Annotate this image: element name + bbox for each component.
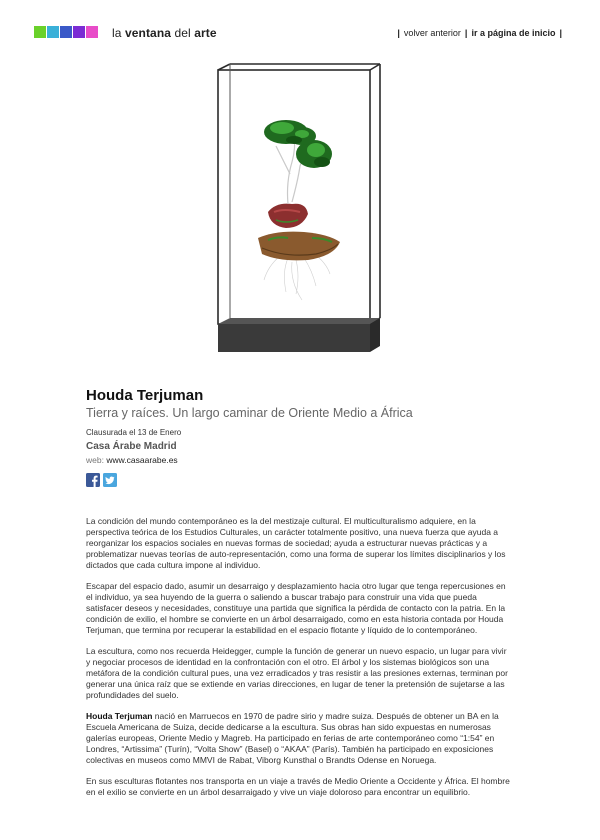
logo-mid: del [174, 26, 191, 40]
artwork-image [216, 62, 384, 354]
web-label: web: [86, 455, 104, 465]
venue-web [86, 455, 178, 465]
logo-swatches[interactable] [34, 26, 98, 38]
logo-prefix: la [112, 26, 122, 40]
venue-name[interactable]: Casa Árabe Madrid [86, 441, 177, 452]
paragraph: La escultura, como nos recuerda Heidegger, cumple la función de generar un nuevo espacio, un lugar para vivir y negociar procesos de identidad en la confrontación con el otro. El árbol y los sistemas biológicos son una metáfora de la condición cultural pues, una vez erradicados y tras resistir a las presiones externas, terminan por generar una única raíz que se extiende en varias direcciones, en lugar de tener la pretensión de sujetarse a las profundidades del suelo. [86, 646, 508, 700]
home-link[interactable]: ir a página de inicio [471, 28, 556, 38]
swatch-pink [86, 26, 98, 38]
nav-separator: | [559, 28, 562, 38]
swatch-cyan [47, 26, 59, 38]
back-link[interactable]: volver anterior [403, 28, 461, 38]
top-nav [393, 27, 566, 39]
site-header [34, 26, 566, 42]
paragraph: Escapar del espacio dado, asumir un desarraigo y desplazamiento hacia otro lugar que tenga repercusiones en el individuo, ya sea huyendo de la guerra o saliendo a buscar trabajo para construir una vida que pueda satisfacer deseos y necesidades, constituye una partida que significa la pérdida de contacto con la patria. En la condición de exilio, el hombre se convierte en un árbol desarraigado, como en esta historia contada por Houda Terjuman, que termina por recuperar la estabilidad en el espacio flotante y líquido de lo contemporáneo. [86, 581, 506, 635]
artist-name: Houda Terjuman [86, 387, 204, 404]
article-body [86, 516, 510, 808]
bio-text: nació en Marruecos en 1970 de padre sirio y madre suiza. Después de obtener un BA en la Escuela Americana de Suiza, decide dedicarse a la escultura. Sus obras han sido expuestas en numerosas galerías europeas, Oriente Medio y Magreb. Ha participado en ferias de arte contemporáneo como “1:54” en Londres, “Artissima” (Turín), “Volta Show” (Basel) o “AKAA” (París). También ha participado en exposiciones colectivas en museos como MMVI de Rabat, Viborg Kunsthal o Brandts Odense en Noruega. [86, 711, 499, 765]
paragraph: La condición del mundo contemporáneo es la del mestizaje cultural. El multiculturalismo adquiere, en la perspectiva teórica de los Estudios Culturales, un carácter totalmente positivo, una nueva fuerza que ayuda a reorganizar los espacios sociales en nuevas formas de sociedad; ayuda a estructurar nuevas prácticas y a problematizar nuevas teorías de auto-representación, como una forma de superar los límites disciplinarios y los dictados que cada cultura impone al individuo. [86, 516, 506, 570]
site-logo[interactable] [112, 26, 217, 40]
logo-bold: ventana [124, 26, 172, 40]
sculpture-illustration [216, 62, 384, 354]
nav-separator: | [464, 28, 468, 38]
swatch-green [34, 26, 46, 38]
swatch-purple [73, 26, 85, 38]
nav-separator: | [397, 28, 400, 38]
twitter-icon[interactable] [103, 473, 117, 487]
swatch-blue [60, 26, 72, 38]
paragraph-bio [86, 711, 510, 766]
facebook-icon[interactable] [86, 473, 100, 487]
exhibition-status: Clausurada el 13 de Enero [86, 428, 182, 437]
social-share [86, 473, 117, 487]
bio-artist-name: Houda Terjuman [86, 711, 153, 721]
paragraph: En sus esculturas flotantes nos transporta en un viaje a través de Medio Oriente a Occidente y África. El hombre en el exilio se convierte en un árbol desarraigado y vive un viaje doloroso para encontrar un equilibrio. [86, 776, 510, 797]
logo-bold2: arte [194, 26, 217, 40]
web-link[interactable]: www.casaarabe.es [106, 455, 178, 465]
exhibition-title: Tierra y raíces. Un largo caminar de Oriente Medio a África [86, 406, 413, 420]
